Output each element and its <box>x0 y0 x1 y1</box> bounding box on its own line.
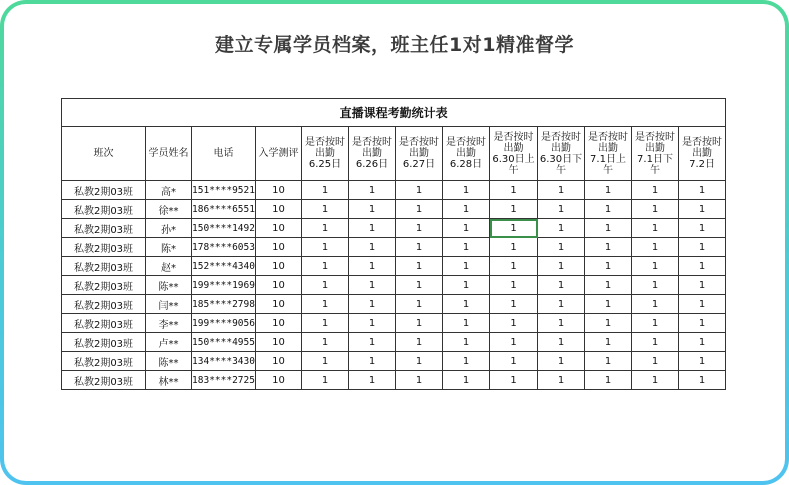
cell-attendance[interactable]: 1 <box>632 295 679 314</box>
header-session-line: 6.30日下 <box>539 153 583 165</box>
cell-attendance[interactable]: 1 <box>538 276 585 295</box>
table-row <box>62 200 726 219</box>
attendance-table <box>61 98 726 390</box>
cell-name[interactable]: 林** <box>146 371 192 390</box>
cell-attendance[interactable]: 1 <box>679 276 726 295</box>
cell-attendance[interactable]: 1 <box>538 219 585 238</box>
cell-attendance[interactable]: 1 <box>490 181 538 200</box>
cell-attendance[interactable]: 1 <box>396 257 443 276</box>
cell-attendance[interactable]: 1 <box>349 352 396 371</box>
cell-attendance[interactable]: 1 <box>349 238 396 257</box>
cell-attendance[interactable]: 1 <box>396 181 443 200</box>
cell-test[interactable]: 10 <box>256 371 302 390</box>
cell-attendance[interactable]: 1 <box>679 314 726 333</box>
cell-attendance[interactable]: 1 <box>349 257 396 276</box>
cell-attendance[interactable]: 1 <box>302 219 349 238</box>
cell-name[interactable]: 闫** <box>146 295 192 314</box>
cell-attendance[interactable]: 1 <box>632 219 679 238</box>
cell-attendance[interactable]: 1 <box>538 257 585 276</box>
cell-attendance[interactable]: 1 <box>396 276 443 295</box>
cell-attendance[interactable]: 1 <box>443 181 490 200</box>
banner-panel <box>4 4 785 481</box>
cell-test[interactable]: 10 <box>256 295 302 314</box>
cell-attendance[interactable]: 1 <box>679 333 726 352</box>
header-session-6[interactable] <box>538 127 585 181</box>
cell-attendance[interactable]: 1 <box>585 371 632 390</box>
cell-attendance[interactable]: 1 <box>443 238 490 257</box>
cell-attendance[interactable]: 1 <box>679 371 726 390</box>
header-session-line: 7.2日 <box>689 159 716 170</box>
header-session-line: 是否按时 <box>446 137 486 148</box>
table-row <box>62 352 726 371</box>
header-session-line: 出勤 <box>362 148 382 159</box>
cell-attendance[interactable]: 1 <box>538 295 585 314</box>
cell-test[interactable]: 10 <box>256 276 302 295</box>
header-session-line: 6.25日 <box>308 159 342 170</box>
header-phone[interactable]: 电话 <box>192 127 256 181</box>
cell-class[interactable]: 私教2期03班 <box>62 352 146 371</box>
cell-attendance[interactable]: 1 <box>585 333 632 352</box>
cell-test[interactable]: 10 <box>256 181 302 200</box>
header-session-line: 出勤 <box>315 148 335 159</box>
cell-name[interactable]: 高* <box>146 181 192 200</box>
cell-attendance[interactable]: 1 <box>679 295 726 314</box>
header-session-line: 出勤 <box>503 142 524 154</box>
table-row <box>62 257 726 276</box>
cell-test[interactable]: 10 <box>256 257 302 276</box>
table-row <box>62 314 726 333</box>
cell-attendance[interactable]: 1 <box>396 295 443 314</box>
cell-phone[interactable]: 185****2798 <box>192 295 256 314</box>
cell-class[interactable]: 私教2期03班 <box>62 371 146 390</box>
cell-attendance[interactable]: 1 <box>490 352 538 371</box>
cell-class[interactable]: 私教2期03班 <box>62 314 146 333</box>
cell-attendance[interactable]: 1 <box>349 219 396 238</box>
cell-attendance[interactable]: 1 <box>396 238 443 257</box>
header-session-line: 午 <box>508 164 519 176</box>
header-session-7[interactable] <box>585 127 632 181</box>
cell-attendance[interactable]: 1 <box>302 238 349 257</box>
cell-test[interactable]: 10 <box>256 352 302 371</box>
cell-attendance[interactable]: 1 <box>443 371 490 390</box>
cell-phone[interactable]: 152****4340 <box>192 257 256 276</box>
cell-attendance[interactable]: 1 <box>396 352 443 371</box>
cell-phone[interactable]: 150****1492 <box>192 219 256 238</box>
cell-phone[interactable]: 178****6053 <box>192 238 256 257</box>
header-name[interactable]: 学员姓名 <box>146 127 192 181</box>
cell-attendance[interactable]: 1 <box>632 371 679 390</box>
attendance-sheet <box>61 98 725 390</box>
cell-attendance[interactable]: 1 <box>490 314 538 333</box>
cell-attendance[interactable]: 1 <box>349 295 396 314</box>
header-session-2[interactable] <box>349 127 396 181</box>
cell-attendance[interactable]: 1 <box>302 257 349 276</box>
cell-attendance[interactable]: 1 <box>632 257 679 276</box>
cell-attendance[interactable]: 1 <box>632 181 679 200</box>
cell-attendance[interactable]: 1 <box>538 352 585 371</box>
cell-attendance[interactable]: 1 <box>538 314 585 333</box>
header-session-line: 7.1日下 <box>637 153 673 165</box>
cell-name[interactable]: 李** <box>146 314 192 333</box>
cell-phone[interactable]: 151****9521 <box>192 181 256 200</box>
cell-attendance[interactable]: 1 <box>349 333 396 352</box>
header-session-line: 7.1日上 <box>590 153 626 165</box>
header-session-line: 午 <box>650 164 660 176</box>
cell-attendance[interactable]: 1 <box>490 238 538 257</box>
header-session-line: 是否按时 <box>635 131 675 143</box>
cell-attendance[interactable]: 1 <box>349 314 396 333</box>
cell-attendance[interactable]: 1 <box>302 314 349 333</box>
cell-attendance[interactable]: 1 <box>396 314 443 333</box>
cell-attendance[interactable]: 1 <box>490 333 538 352</box>
cell-attendance[interactable]: 1 <box>632 238 679 257</box>
cell-attendance[interactable]: 1 <box>490 371 538 390</box>
cell-attendance[interactable]: 1 <box>679 200 726 219</box>
cell-attendance[interactable]: 1 <box>443 352 490 371</box>
header-session-line: 出勤 <box>456 148 476 159</box>
header-session-line: 是否按时 <box>682 137 723 148</box>
cell-class[interactable]: 私教2期03班 <box>62 257 146 276</box>
table-row <box>62 219 726 238</box>
table-row <box>62 295 726 314</box>
cell-attendance[interactable]: 1 <box>302 295 349 314</box>
header-session-line: 6.26日 <box>355 159 389 170</box>
cell-attendance[interactable]: 1 <box>396 219 443 238</box>
cell-test[interactable]: 10 <box>256 333 302 352</box>
header-session-4[interactable] <box>443 127 490 181</box>
header-session-line: 是否按时 <box>305 137 345 148</box>
header-session-line: 出勤 <box>598 142 618 154</box>
cell-name[interactable]: 陈* <box>146 238 192 257</box>
header-session-line: 出勤 <box>551 142 571 154</box>
cell-attendance[interactable]: 1 <box>349 200 396 219</box>
cell-test[interactable]: 10 <box>256 314 302 333</box>
cell-attendance[interactable]: 1 <box>538 181 585 200</box>
cell-attendance[interactable]: 1 <box>585 181 632 200</box>
headline: 建立专属学员档案，班主任1对1精准督学 <box>215 34 574 56</box>
cell-attendance[interactable]: 1 <box>585 352 632 371</box>
cell-attendance[interactable]: 1 <box>585 257 632 276</box>
cell-attendance[interactable]: 1 <box>302 371 349 390</box>
cell-attendance[interactable]: 1 <box>679 219 726 238</box>
cell-attendance[interactable]: 1 <box>443 257 490 276</box>
cell-attendance[interactable]: 1 <box>632 276 679 295</box>
header-session-line: 是否按时 <box>399 137 439 148</box>
header-session-5[interactable] <box>490 127 538 181</box>
header-session-line: 是否按时 <box>588 131 628 143</box>
cell-test[interactable]: 10 <box>256 238 302 257</box>
header-session-line: 6.30日上 <box>492 153 535 165</box>
header-class[interactable]: 班次 <box>62 127 146 181</box>
cell-attendance[interactable]: 1 <box>585 295 632 314</box>
cell-attendance[interactable]: 1 <box>443 200 490 219</box>
table-row <box>62 276 726 295</box>
cell-attendance[interactable]: 1 <box>396 200 443 219</box>
cell-attendance[interactable]: 1 <box>302 333 349 352</box>
cell-name[interactable]: 陈** <box>146 276 192 295</box>
header-session-line: 出勤 <box>409 148 429 159</box>
cell-attendance[interactable]: 1 <box>585 200 632 219</box>
cell-class[interactable]: 私教2期03班 <box>62 200 146 219</box>
cell-name[interactable]: 孙* <box>146 219 192 238</box>
cell-class[interactable]: 私教2期03班 <box>62 295 146 314</box>
table-title: 直播课程考勤统计表 <box>62 99 726 127</box>
cell-name[interactable]: 赵* <box>146 257 192 276</box>
cell-attendance[interactable]: 1 <box>302 276 349 295</box>
cell-attendance[interactable]: 1 <box>490 295 538 314</box>
cell-class[interactable]: 私教2期03班 <box>62 238 146 257</box>
cell-attendance[interactable]: 1 <box>349 181 396 200</box>
cell-attendance[interactable]: 1 <box>396 333 443 352</box>
cell-attendance[interactable]: 1 <box>443 219 490 238</box>
cell-attendance[interactable]: 1 <box>443 295 490 314</box>
cell-phone[interactable]: 183****2725 <box>192 371 256 390</box>
cell-phone[interactable]: 199****9056 <box>192 314 256 333</box>
cell-name[interactable]: 徐** <box>146 200 192 219</box>
cell-attendance[interactable]: 1 <box>679 238 726 257</box>
header-session-line: 是否按时 <box>541 131 581 143</box>
cell-attendance[interactable]: 1 <box>585 219 632 238</box>
cell-attendance[interactable]: 1 <box>679 257 726 276</box>
header-session-3[interactable] <box>396 127 443 181</box>
table-row <box>62 371 726 390</box>
cell-attendance[interactable]: 1 <box>632 352 679 371</box>
cell-test[interactable]: 10 <box>256 219 302 238</box>
header-session-9[interactable] <box>679 127 726 181</box>
cell-attendance[interactable]: 1 <box>538 333 585 352</box>
cell-attendance[interactable]: 1 <box>538 238 585 257</box>
cell-attendance[interactable]: 1 <box>349 276 396 295</box>
cell-attendance[interactable]: 1 <box>585 238 632 257</box>
header-session-line: 出勤 <box>645 142 665 154</box>
cell-attendance[interactable]: 1 <box>396 371 443 390</box>
cell-attendance[interactable]: 1 <box>302 181 349 200</box>
cell-attendance[interactable]: 1 <box>490 200 538 219</box>
cell-attendance[interactable]: 1 <box>443 314 490 333</box>
cell-attendance[interactable]: 1 <box>585 276 632 295</box>
header-session-8[interactable] <box>632 127 679 181</box>
cell-attendance[interactable]: 1 <box>302 352 349 371</box>
cell-attendance[interactable]: 1 <box>490 257 538 276</box>
header-session-line: 6.27日 <box>402 159 436 170</box>
cell-class[interactable]: 私教2期03班 <box>62 181 146 200</box>
cell-attendance[interactable]: 1 <box>538 200 585 219</box>
header-test[interactable]: 入学测评 <box>256 127 302 181</box>
cell-attendance[interactable]: 1 <box>632 333 679 352</box>
cell-name[interactable]: 陈** <box>146 352 192 371</box>
header-session-line: 6.28日 <box>449 159 483 170</box>
cell-class[interactable]: 私教2期03班 <box>62 333 146 352</box>
cell-attendance[interactable]: 1 <box>632 200 679 219</box>
cell-attendance[interactable]: 1 <box>679 181 726 200</box>
cell-class[interactable]: 私教2期03班 <box>62 276 146 295</box>
cell-attendance[interactable]: 1 <box>443 333 490 352</box>
cell-attendance[interactable]: 1 <box>538 371 585 390</box>
header-session-line: 出勤 <box>692 148 713 159</box>
cell-phone[interactable]: 150****4955 <box>192 333 256 352</box>
cell-attendance[interactable]: 1 <box>443 276 490 295</box>
header-session-line: 是否按时 <box>352 137 392 148</box>
table-row <box>62 238 726 257</box>
cell-phone[interactable]: 199****1969 <box>192 276 256 295</box>
cell-phone[interactable]: 186****6551 <box>192 200 256 219</box>
cell-class[interactable]: 私教2期03班 <box>62 219 146 238</box>
cell-name[interactable]: 卢** <box>146 333 192 352</box>
cell-attendance[interactable]: 1 <box>632 314 679 333</box>
cell-attendance[interactable]: 1 <box>349 371 396 390</box>
table-row <box>62 181 726 200</box>
cell-phone[interactable]: 134****3430 <box>192 352 256 371</box>
cell-attendance[interactable]: 1 <box>302 200 349 219</box>
cell-test[interactable]: 10 <box>256 200 302 219</box>
header-session-line: 午 <box>603 164 613 176</box>
header-session-line: 午 <box>556 164 566 176</box>
cell-attendance[interactable]: 1 <box>490 276 538 295</box>
cell-attendance[interactable]: 1 <box>679 352 726 371</box>
header-session-1[interactable] <box>302 127 349 181</box>
cell-attendance[interactable]: 1 <box>585 314 632 333</box>
header-session-line: 是否按时 <box>493 131 534 143</box>
cell-attendance[interactable]: 1 <box>490 219 538 238</box>
table-row <box>62 333 726 352</box>
